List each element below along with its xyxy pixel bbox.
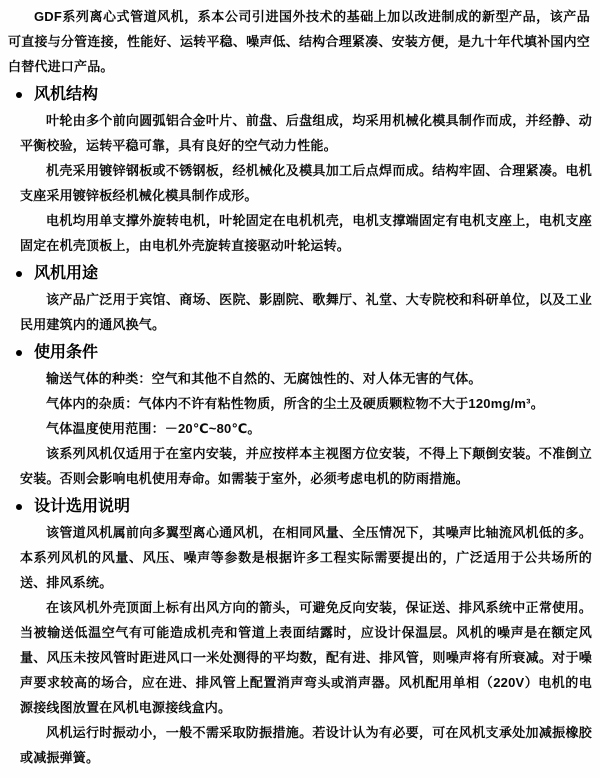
- bullet-icon: [16, 271, 22, 277]
- paragraph: 该系列风机仅适用于在室内安装，并应按样本主视图方位安装，不得上下颠倒安装。不准倒立安装。否则会影响电机使用寿命。如需装于室外，必须考虑电机的防雨措施。: [20, 446, 592, 486]
- paragraph: 在该风机外壳顶面上标有出风方向的箭头，可避免反向安装，保证送、排风系统中正常使用。当被输送低温空气有可能造成机壳和管道上表面结露时，应设计保温层。风机的噪声是在额定风量、风压未按风管时距进风口一米处测得的平均数，配有进、排风管，则噪声将有所衰减。对于噪声要求较高的场合，应在进、排风管上配置消声弯头或消声器。风机配用单相（220V）电机的电源接线图放置在风机电源接线盒内。: [20, 600, 592, 715]
- paragraph: 风机运行时振动小，一般不需采取防振措施。若设计认为有必要，可在风机支承处加减振橡胶或减振弹簧。: [20, 725, 592, 765]
- paragraph: 机壳采用镀锌钢板或不锈钢板，经机械化及模具加工后点焊而成。结构牢固、合理紧凑。电机支座采用镀锌板经机械化模具制作成形。: [20, 163, 592, 203]
- paragraph: 电机均用单支撑外旋转电机，叶轮固定在电机机壳，电机支撑端固定有电机支座上，电机支座固定在机壳顶板上，由电机外壳旋转直接驱动叶轮运转。: [20, 213, 592, 253]
- paragraph: 叶轮由多个前向圆弧铝合金叶片、前盘、后盘组成，均采用机械化模具制作而成，并经静、动平衡校验，运转平稳可靠，具有良好的空气动力性能。: [20, 113, 592, 153]
- section-heading-fan-structure: [16, 82, 592, 108]
- paragraph: 气体内的杂质：气体内不许有粘性物质，所含的尘土及硬质颗粒物不大于120mg/m³。: [46, 396, 544, 411]
- bullet-icon: [16, 92, 22, 98]
- section-design-selection: [6, 494, 592, 770]
- intro-paragraph: GDF系列离心式管道风机，系本公司引进国外技术的基础上加以改进制成的新型产品，该产品可直接与分管连接，性能好、运转平稳、噪声低、结构合理紧凑、安装方便，是九十年代填补国内空白替代进口产品。: [8, 9, 590, 74]
- section-heading-usage-conditions: [16, 340, 592, 366]
- bullet-icon: [16, 350, 22, 356]
- bullet-icon: [16, 504, 22, 510]
- section-heading-fan-usage: [16, 261, 592, 287]
- section-fan-usage: [6, 261, 592, 337]
- section-title: 设计选用说明: [34, 498, 131, 515]
- section-heading-design-selection: [16, 494, 592, 520]
- section-title: 使用条件: [34, 344, 99, 361]
- paragraph: 该产品广泛用于宾馆、商场、医院、影剧院、歌舞厅、礼堂、大专院校和科研单位，以及工业民用建筑内的通风换气。: [20, 292, 592, 332]
- paragraph: 气体温度使用范围：－20℃~80℃。: [46, 421, 261, 436]
- paragraph: 该管道风机属前向多翼型离心通风机，在相同风量、全压情况下，其噪声比轴流风机低的多。本系列风机的风量、风压、噪声等参数是根据许多工程实际需要提出的，广泛适用于公共场所的送、排风系统。: [20, 525, 592, 590]
- paragraph: 输送气体的种类：空气和其他不自然的、无腐蚀性的、对人体无害的气体。: [46, 371, 482, 386]
- section-fan-structure: [6, 82, 592, 258]
- section-title: 风机结构: [34, 86, 99, 103]
- section-title: 风机用途: [34, 265, 99, 282]
- section-usage-conditions: [6, 340, 592, 491]
